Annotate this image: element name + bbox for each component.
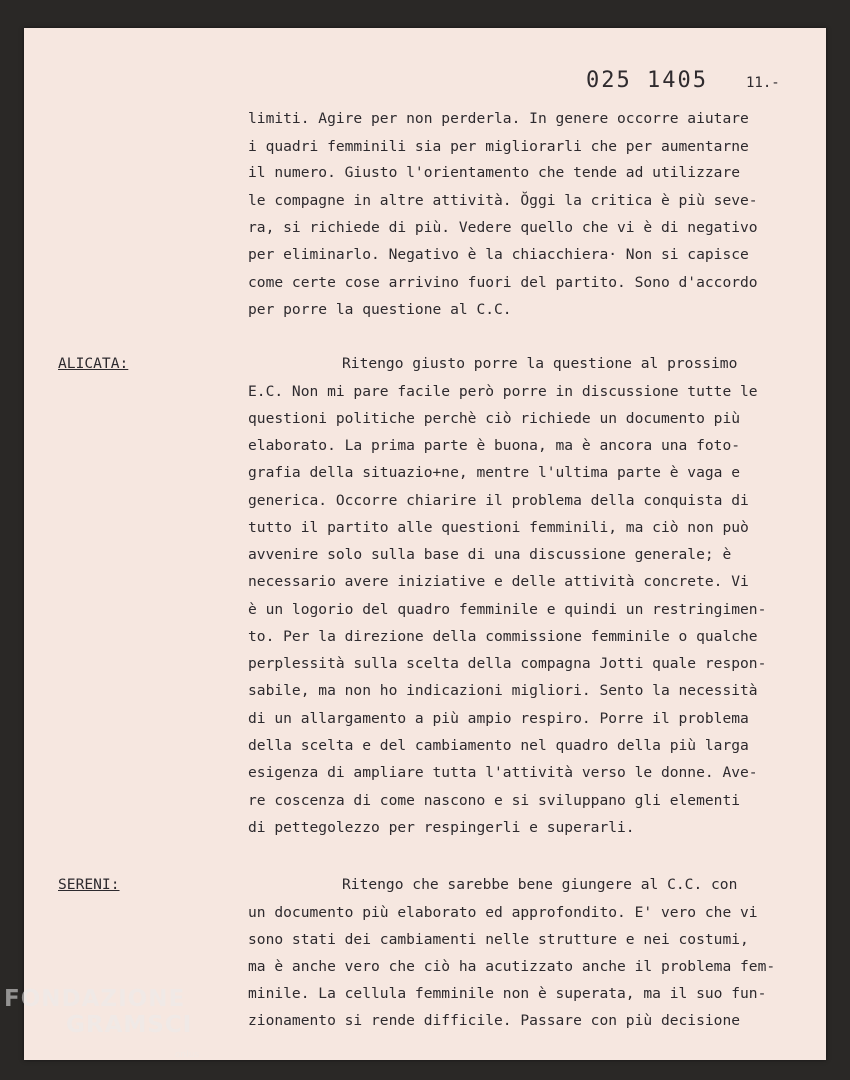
text-line: Ritengo che sarebbe bene giungere al C.C. con	[342, 876, 738, 893]
text-line: per porre la questione al C.C.	[248, 301, 512, 318]
text-line: esigenza di ampliare tutta l'attività verso le donne. Ave-	[248, 764, 758, 781]
page-number: 11.-	[746, 75, 780, 91]
speaker-name: SERENI:	[58, 876, 120, 893]
text-line: per eliminarlo. Negativo è la chiacchiera· Non si capisce	[248, 246, 749, 263]
text-line: ma è anche vero che ciò ha acutizzato anche il problema fem-	[248, 958, 776, 975]
archive-number: 025 1405	[586, 68, 708, 93]
text-line: generica. Occorre chiarire il problema della conquista di	[248, 492, 749, 509]
watermark-onlus: onlus	[175, 1050, 200, 1060]
text-line: limiti. Agire per non perderla. In genere occorre aiutare	[248, 110, 749, 127]
text-line: della scelta e del cambiamento nel quadro della più larga	[248, 737, 749, 754]
text-line: i quadri femminili sia per migliorarli che per aumentarne	[248, 138, 749, 155]
text-line: le compagne in altre attività. Ŏggi la critica è più seve-	[248, 192, 758, 209]
text-line: sono stati dei cambiamenti nelle strutture e nei costumi,	[248, 931, 749, 948]
text-line: come certe cose arrivino fuori del partito. Sono d'accordo	[248, 274, 758, 291]
text-line: di un allargamento a più ampio respiro. Porre il problema	[248, 710, 749, 727]
text-line: Ritengo giusto porre la questione al prossimo	[342, 355, 738, 372]
watermark-line: GRAMSCI	[66, 1012, 193, 1038]
watermark-logo	[4, 986, 192, 1038]
text-line: è un logorio del quadro femminile e quindi un restringimen-	[248, 601, 767, 618]
text-line: zionamento si rende difficile. Passare con più decisione	[248, 1012, 741, 1029]
text-line: il numero. Giusto l'orientamento che tende ad utilizzare	[248, 164, 741, 181]
speaker-name: ALICATA:	[58, 355, 129, 372]
text-line: tutto il partito alle questioni femminili, ma ciò non può	[248, 519, 749, 536]
text-line: questioni politiche perchè ciò richiede un documento più	[248, 410, 741, 427]
text-line: minile. La cellula femminile non è superata, ma il suo fun-	[248, 985, 767, 1002]
text-line: un documento più elaborato ed approfondito. E' vero che vi	[248, 904, 758, 921]
text-line: ra, si richiede di più. Vedere quello che vi è di negativo	[248, 219, 758, 236]
text-line: to. Per la direzione della commissione femminile o qualche	[248, 628, 758, 645]
text-line: avvenire solo sulla base di una discussione generale; è	[248, 546, 732, 563]
text-line: elaborato. La prima parte è buona, ma è ancora una foto-	[248, 437, 741, 454]
text-line: necessario avere iniziative e delle attività concrete. Vi	[248, 573, 749, 590]
text-line: re coscenza di come nascono e si sviluppano gli elementi	[248, 792, 741, 809]
text-line: perplessità sulla scelta della compagna Jotti quale respon-	[248, 655, 767, 672]
text-line: di pettegolezzo per respingerli e superarli.	[248, 819, 635, 836]
text-line: sabile, ma non ho indicazioni migliori. Sento la necessità	[248, 682, 758, 699]
text-line: E.C. Non mi pare facile però porre in discussione tutte le	[248, 383, 758, 400]
text-line: grafia della situazio+ne, mentre l'ultima parte è vaga e	[248, 464, 741, 481]
watermark-line: FONDAZIONE	[4, 986, 186, 1012]
document-page	[24, 28, 826, 1060]
